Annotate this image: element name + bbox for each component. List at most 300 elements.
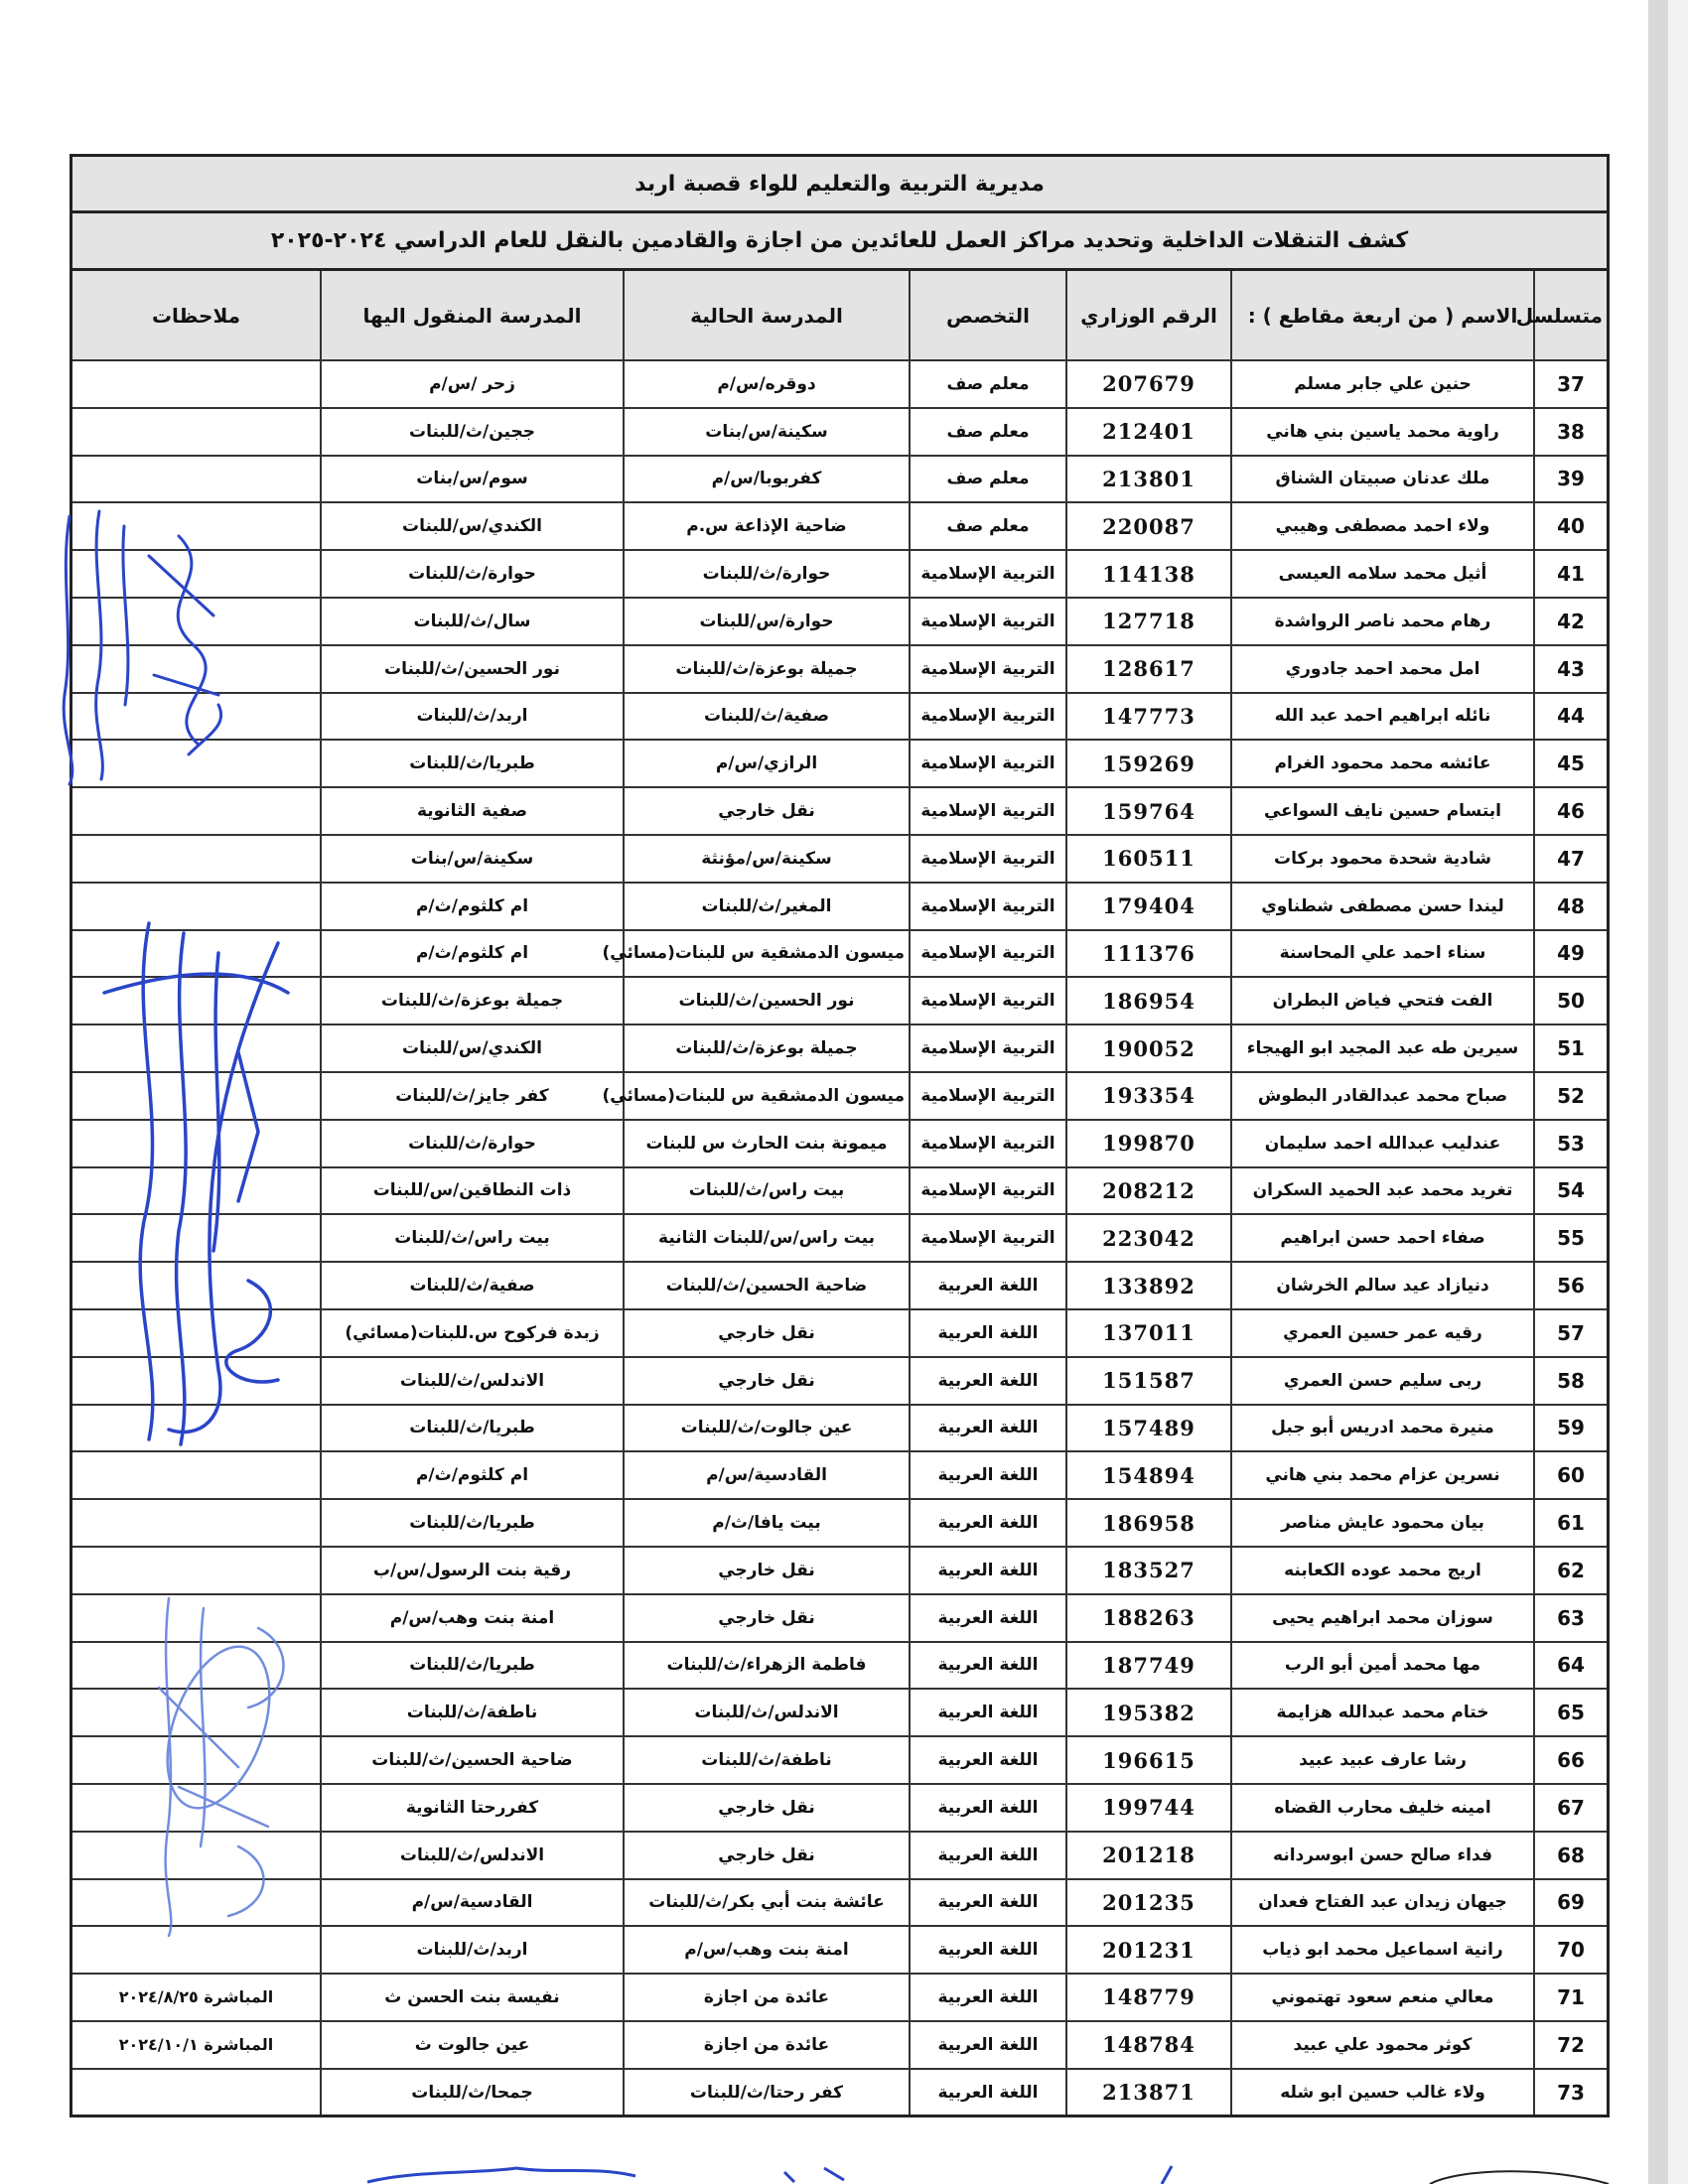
cell-current-school: نقل خارجي [624,1309,910,1357]
cell-specialty: التربية الإسلامية [910,977,1066,1024]
cell-serial: 63 [1534,1594,1607,1642]
table-row [72,1072,1607,1120]
table-row [72,1642,1607,1690]
cell-current-school: جميلة بوعزة/ث/للبنات [624,1024,910,1072]
cell-ministry-no: 199744 [1066,1784,1231,1832]
cell-specialty: التربية الإسلامية [910,883,1066,930]
cell-notes [72,1879,321,1927]
cell-current-school: الاندلس/ث/للبنات [624,1689,910,1736]
cell-ministry-no: 187749 [1066,1642,1231,1690]
cell-serial: 62 [1534,1547,1607,1594]
cell-ministry-no: 212401 [1066,408,1231,456]
cell-current-school: عائدة من اجازة [624,2021,910,2069]
cell-specialty: اللغة العربية [910,1974,1066,2021]
cell-notes [72,645,321,693]
cell-specialty: اللغة العربية [910,1736,1066,1784]
cell-current-school: ضاحية الإذاعة س.م [624,502,910,550]
cell-notes [72,502,321,550]
cell-ministry-no: 220087 [1066,502,1231,550]
cell-ministry-no: 111376 [1066,930,1231,978]
cell-serial: 73 [1534,2069,1607,2116]
cell-name: سيرين طه عبد المجيد ابو الهيجاء [1231,1024,1534,1072]
cell-name: مها محمد أمين أبو الرب [1231,1642,1534,1690]
cell-notes [72,1357,321,1405]
cell-serial: 66 [1534,1736,1607,1784]
cell-target-school: ذات النطاقين/س/للبنات [321,1167,624,1215]
col-name: الاسم ( من اربعة مقاطع ) : [1231,271,1534,360]
cell-target-school: ناطفة/ث/للبنات [321,1689,624,1736]
cell-current-school: جميلة بوعزة/ث/للبنات [624,645,910,693]
cell-notes [72,1689,321,1736]
cell-name: امينه خليف محارب القضاه [1231,1784,1534,1832]
table-row [72,2021,1607,2069]
cell-current-school: حوارة/ث/للبنات [624,550,910,598]
cell-current-school: نقل خارجي [624,787,910,835]
cell-serial: 70 [1534,1926,1607,1974]
cell-notes [72,408,321,456]
cell-name: رقيه عمر حسين العمري [1231,1309,1534,1357]
cell-name: اريج محمد عوده الكعابنه [1231,1547,1534,1594]
cell-notes: المباشرة ٢٠٢٤/١٠/١ [72,2021,321,2069]
cell-specialty: التربية الإسلامية [910,1072,1066,1120]
cell-name: نائله ابراهيم احمد عبد الله [1231,693,1534,741]
cell-name: بيان محمود عايش مناصر [1231,1499,1534,1547]
cell-name: نسرين عزام محمد بني هاني [1231,1451,1534,1499]
table-row [72,1405,1607,1452]
cell-target-school: الكندي/س/للبنات [321,1024,624,1072]
cell-current-school: امنة بنت وهب/س/م [624,1926,910,1974]
cell-target-school: الكندي/س/للبنات [321,502,624,550]
table-row [72,977,1607,1024]
cell-ministry-no: 188263 [1066,1594,1231,1642]
cell-ministry-no: 186958 [1066,1499,1231,1547]
cell-name: رانية اسماعيل محمد ابو ذياب [1231,1926,1534,1974]
col-specialty: التخصص [910,271,1066,360]
cell-target-school: اربد/ث/للبنات [321,1926,624,1974]
table-row [72,1547,1607,1594]
cell-target-school: ججين/ث/للبنات [321,408,624,456]
cell-target-school: رقية بنت الرسول/س/ب [321,1547,624,1594]
cell-name: امل محمد احمد جادوري [1231,645,1534,693]
cell-specialty: اللغة العربية [910,2021,1066,2069]
cell-current-school: نقل خارجي [624,1784,910,1832]
cell-name: ربى سليم حسن العمري [1231,1357,1534,1405]
cell-name: ختام محمد عبدالله هزايمة [1231,1689,1534,1736]
cell-ministry-no: 208212 [1066,1167,1231,1215]
cell-current-school: نقل خارجي [624,1594,910,1642]
table-row [72,1309,1607,1357]
cell-specialty: معلم صف [910,456,1066,503]
col-current-school: المدرسة الحالية [624,271,910,360]
cell-current-school: ميسون الدمشقية س للبنات(مسائي) [624,1072,910,1120]
cell-serial: 49 [1534,930,1607,978]
cell-notes [72,693,321,741]
cell-specialty: التربية الإسلامية [910,740,1066,787]
cell-specialty: التربية الإسلامية [910,645,1066,693]
cell-serial: 57 [1534,1309,1607,1357]
cell-current-school: نور الحسين/ث/للبنات [624,977,910,1024]
cell-serial: 52 [1534,1072,1607,1120]
cell-ministry-no: 199870 [1066,1120,1231,1167]
cell-serial: 39 [1534,456,1607,503]
cell-target-school: نفيسة بنت الحسن ث [321,1974,624,2021]
table-body [72,360,1607,2115]
cell-name: ولاء غالب حسين ابو شله [1231,2069,1534,2116]
cell-name: تغريد محمد عبد الحميد السكران [1231,1167,1534,1215]
cell-target-school: صفية الثانوية [321,787,624,835]
cell-ministry-no: 147773 [1066,693,1231,741]
cell-serial: 41 [1534,550,1607,598]
cell-target-school: كفررحتا الثانوية [321,1784,624,1832]
cell-ministry-no: 159764 [1066,787,1231,835]
table-row [72,1167,1607,1215]
cell-notes [72,456,321,503]
cell-current-school: دوقره/س/م [624,360,910,408]
cell-ministry-no: 159269 [1066,740,1231,787]
cell-name: عندليب عبدالله احمد سليمان [1231,1120,1534,1167]
cell-serial: 43 [1534,645,1607,693]
cell-target-school: ام كلثوم/ث/م [321,1451,624,1499]
table-row [72,1832,1607,1879]
table-row [72,1357,1607,1405]
cell-current-school: ناطفة/ث/للبنات [624,1736,910,1784]
cell-current-school: نقل خارجي [624,1832,910,1879]
cell-current-school: عين جالوت/ث/للبنات [624,1405,910,1452]
cell-ministry-no: 186954 [1066,977,1231,1024]
cell-ministry-no: 179404 [1066,883,1231,930]
cell-specialty: اللغة العربية [910,1642,1066,1690]
cell-target-school: طبريا/ث/للبنات [321,740,624,787]
cell-ministry-no: 196615 [1066,1736,1231,1784]
col-serial: متسلسل [1534,271,1607,360]
cell-serial: 53 [1534,1120,1607,1167]
cell-serial: 55 [1534,1214,1607,1262]
table-row [72,502,1607,550]
cell-ministry-no: 151587 [1066,1357,1231,1405]
cell-target-school: ام كلثوم/ث/م [321,930,624,978]
cell-specialty: التربية الإسلامية [910,835,1066,883]
cell-specialty: اللغة العربية [910,1879,1066,1927]
cell-notes [72,1784,321,1832]
table-row [72,1262,1607,1309]
cell-specialty: التربية الإسلامية [910,1167,1066,1215]
cell-target-school: حوارة/ث/للبنات [321,1120,624,1167]
transfer-sheet [70,154,1610,2117]
cell-name: ليندا حسن مصطفى شطناوي [1231,883,1534,930]
table-row [72,360,1607,408]
transfers-table [72,271,1607,2115]
cell-ministry-no: 157489 [1066,1405,1231,1452]
table-row [72,1214,1607,1262]
cell-specialty: التربية الإسلامية [910,1024,1066,1072]
table-row [72,883,1607,930]
col-ministry-no: الرقم الوزاري [1066,271,1231,360]
cell-serial: 64 [1534,1642,1607,1690]
cell-serial: 72 [1534,2021,1607,2069]
cell-ministry-no: 127718 [1066,598,1231,645]
cell-ministry-no: 201235 [1066,1879,1231,1927]
table-row [72,1120,1607,1167]
cell-specialty: التربية الإسلامية [910,930,1066,978]
cell-current-school: سكينة/س/بنات [624,408,910,456]
cell-name: الفت فتحي فياض البطران [1231,977,1534,1024]
cell-specialty: معلم صف [910,360,1066,408]
sheet-subtitle: كشف التنقلات الداخلية وتحديد مراكز العمل للعائدين من اجازة والقادمين بالنقل للعام الدراسي ٢٠٢٤-٢٠٢٥ [72,213,1607,271]
cell-target-school: ضاحية الحسين/ث/للبنات [321,1736,624,1784]
table-row [72,1784,1607,1832]
cell-name: ابتسام حسين نايف السواعي [1231,787,1534,835]
cell-ministry-no: 137011 [1066,1309,1231,1357]
cell-target-school: اربد/ث/للبنات [321,693,624,741]
cell-current-school: بيت راس/س/للبنات الثانية [624,1214,910,1262]
cell-notes [72,1024,321,1072]
cell-target-school: زبدة فركوح س.للبنات(مسائي) [321,1309,624,1357]
cell-specialty: اللغة العربية [910,1262,1066,1309]
cell-current-school: الرازي/س/م [624,740,910,787]
cell-current-school: سكينة/س/مؤنثة [624,835,910,883]
cell-target-school: جمحا/ث/للبنات [321,2069,624,2116]
table-row [72,1451,1607,1499]
table-row [72,2069,1607,2116]
cell-name: فداء صالح حسن ابوسردانه [1231,1832,1534,1879]
cell-notes [72,740,321,787]
cell-ministry-no: 154894 [1066,1451,1231,1499]
cell-notes [72,930,321,978]
table-row [72,1499,1607,1547]
cell-current-school: بيت يافا/ث/م [624,1499,910,1547]
cell-notes [72,1832,321,1879]
cell-specialty: اللغة العربية [910,1594,1066,1642]
cell-notes [72,1120,321,1167]
cell-name: دنيازاد عيد سالم الخرشان [1231,1262,1534,1309]
cell-notes [72,1405,321,1452]
cell-ministry-no: 213871 [1066,2069,1231,2116]
table-row [72,1879,1607,1927]
cell-target-school: بيت راس/ث/للبنات [321,1214,624,1262]
cell-ministry-no: 223042 [1066,1214,1231,1262]
cell-notes [72,835,321,883]
cell-current-school: كفر رحتا/ث/للبنات [624,2069,910,2116]
table-row [72,456,1607,503]
cell-specialty: التربية الإسلامية [910,787,1066,835]
cell-target-school: ام كلثوم/ث/م [321,883,624,930]
cell-specialty: اللغة العربية [910,1784,1066,1832]
cell-notes [72,1072,321,1120]
cell-ministry-no: 148784 [1066,2021,1231,2069]
cell-notes [72,1499,321,1547]
cell-serial: 42 [1534,598,1607,645]
cell-ministry-no: 207679 [1066,360,1231,408]
col-notes: ملاحظات [72,271,321,360]
cell-serial: 40 [1534,502,1607,550]
cell-name: صفاء احمد حسن ابراهيم [1231,1214,1534,1262]
cell-target-school: سكينة/س/بنات [321,835,624,883]
cell-current-school: نقل خارجي [624,1357,910,1405]
cell-ministry-no: 190052 [1066,1024,1231,1072]
cell-serial: 37 [1534,360,1607,408]
cell-serial: 56 [1534,1262,1607,1309]
cell-current-school: عائدة من اجازة [624,1974,910,2021]
cell-ministry-no: 193354 [1066,1072,1231,1120]
cell-serial: 65 [1534,1689,1607,1736]
cell-current-school: بيت راس/ث/للبنات [624,1167,910,1215]
cell-name: جيهان زيدان عبد الفتاح فعدان [1231,1879,1534,1927]
cell-name: حنين علي جابر مسلم [1231,360,1534,408]
cell-current-school: نقل خارجي [624,1547,910,1594]
cell-target-school: حوارة/ث/للبنات [321,550,624,598]
cell-current-school: ضاحية الحسين/ث/للبنات [624,1262,910,1309]
cell-name: معالي منعم سعود تهتموني [1231,1974,1534,2021]
cell-notes [72,1736,321,1784]
cell-notes [72,1214,321,1262]
cell-target-school: الاندلس/ث/للبنات [321,1832,624,1879]
cell-ministry-no: 201231 [1066,1926,1231,1974]
cell-target-school: القادسية/س/م [321,1879,624,1927]
table-row [72,1024,1607,1072]
table-header-row [72,271,1607,360]
cell-target-school: طبريا/ث/للبنات [321,1642,624,1690]
cell-ministry-no: 114138 [1066,550,1231,598]
cell-serial: 46 [1534,787,1607,835]
table-row [72,1974,1607,2021]
cell-notes [72,883,321,930]
cell-serial: 44 [1534,693,1607,741]
cell-specialty: التربية الإسلامية [910,1214,1066,1262]
cell-serial: 45 [1534,740,1607,787]
cell-specialty: اللغة العربية [910,1689,1066,1736]
cell-current-school: فاطمة الزهراء/ث/للبنات [624,1642,910,1690]
cell-ministry-no: 128617 [1066,645,1231,693]
cell-target-school: الاندلس/ث/للبنات [321,1357,624,1405]
cell-target-school: سوم/س/بنات [321,456,624,503]
cell-serial: 71 [1534,1974,1607,2021]
cell-name: رهام محمد ناصر الرواشدة [1231,598,1534,645]
table-row [72,1926,1607,1974]
cell-name: كوثر محمود علي عبيد [1231,2021,1534,2069]
table-row [72,693,1607,741]
cell-target-school: صفية/ث/للبنات [321,1262,624,1309]
cell-target-school: طبريا/ث/للبنات [321,1499,624,1547]
cell-target-school: كفر جايز/ث/للبنات [321,1072,624,1120]
cell-current-school: حوارة/س/للبنات [624,598,910,645]
cell-serial: 47 [1534,835,1607,883]
cell-target-school: سال/ث/للبنات [321,598,624,645]
cell-ministry-no: 213801 [1066,456,1231,503]
cell-current-school: كفربوبا/س/م [624,456,910,503]
table-row [72,550,1607,598]
table-row [72,1594,1607,1642]
cell-notes [72,1926,321,1974]
table-row [72,645,1607,693]
cell-serial: 50 [1534,977,1607,1024]
cell-serial: 69 [1534,1879,1607,1927]
cell-target-school: طبريا/ث/للبنات [321,1405,624,1452]
cell-notes [72,1309,321,1357]
table-row [72,598,1607,645]
cell-notes [72,1167,321,1215]
cell-ministry-no: 201218 [1066,1832,1231,1879]
cell-target-school: زحر /س/م [321,360,624,408]
cell-name: رشا عارف عبيد عبيد [1231,1736,1534,1784]
cell-serial: 54 [1534,1167,1607,1215]
page-edge-shadow [1648,0,1668,2184]
cell-current-school: ميمونة بنت الحارث س للبنات [624,1120,910,1167]
cell-target-school: امنة بنت وهب/س/م [321,1594,624,1642]
cell-name: أثيل محمد سلامه العيسى [1231,550,1534,598]
cell-notes [72,1594,321,1642]
table-row [72,835,1607,883]
cell-specialty: اللغة العربية [910,1832,1066,1879]
table-row [72,1736,1607,1784]
cell-notes [72,977,321,1024]
cell-notes: المباشرة ٢٠٢٤/٨/٢٥ [72,1974,321,2021]
cell-current-school: عائشة بنت أبي بكر/ث/للبنات [624,1879,910,1927]
table-row [72,1689,1607,1736]
cell-name: شادية شحدة محمود بركات [1231,835,1534,883]
cell-name: ملك عدنان صبيتان الشناق [1231,456,1534,503]
cell-ministry-no: 133892 [1066,1262,1231,1309]
cell-target-school: جميلة بوعزة/ث/للبنات [321,977,624,1024]
cell-serial: 48 [1534,883,1607,930]
directorate-title: مديرية التربية والتعليم للواء قصبة اربد [72,157,1607,213]
cell-notes [72,2069,321,2116]
cell-specialty: معلم صف [910,408,1066,456]
table-row [72,408,1607,456]
cell-ministry-no: 195382 [1066,1689,1231,1736]
cell-target-school: نور الحسين/ث/للبنات [321,645,624,693]
cell-current-school: المغير/ث/للبنات [624,883,910,930]
cell-notes [72,360,321,408]
cell-notes [72,550,321,598]
cell-name: سناء احمد علي المحاسنة [1231,930,1534,978]
cell-current-school: القادسية/س/م [624,1451,910,1499]
cell-name: صباح محمد عبدالقادر البطوش [1231,1072,1534,1120]
cell-serial: 60 [1534,1451,1607,1499]
cell-specialty: التربية الإسلامية [910,598,1066,645]
cell-name: عائشه محمد محمود الغرام [1231,740,1534,787]
cell-ministry-no: 160511 [1066,835,1231,883]
cell-specialty: اللغة العربية [910,1926,1066,1974]
cell-specialty: اللغة العربية [910,1309,1066,1357]
cell-specialty: اللغة العربية [910,1405,1066,1452]
cell-target-school: عين جالوت ث [321,2021,624,2069]
cell-serial: 68 [1534,1832,1607,1879]
cell-specialty: اللغة العربية [910,1499,1066,1547]
cell-notes [72,598,321,645]
cell-specialty: اللغة العربية [910,1357,1066,1405]
cell-specialty: اللغة العربية [910,1451,1066,1499]
cell-ministry-no: 148779 [1066,1974,1231,2021]
cell-notes [72,1451,321,1499]
cell-notes [72,1547,321,1594]
cell-name: منيرة محمد ادريس أبو جبل [1231,1405,1534,1452]
cell-serial: 59 [1534,1405,1607,1452]
cell-name: راوية محمد ياسين بني هاني [1231,408,1534,456]
col-target-school: المدرسة المنقول اليها [321,271,624,360]
cell-serial: 58 [1534,1357,1607,1405]
cell-specialty: معلم صف [910,502,1066,550]
cell-specialty: التربية الإسلامية [910,550,1066,598]
footer-scribbles [0,2164,1688,2184]
cell-name: ولاء احمد مصطفى وهيبي [1231,502,1534,550]
cell-specialty: التربية الإسلامية [910,693,1066,741]
cell-notes [72,787,321,835]
cell-serial: 67 [1534,1784,1607,1832]
cell-serial: 51 [1534,1024,1607,1072]
table-row [72,930,1607,978]
cell-specialty: اللغة العربية [910,2069,1066,2116]
cell-specialty: اللغة العربية [910,1547,1066,1594]
